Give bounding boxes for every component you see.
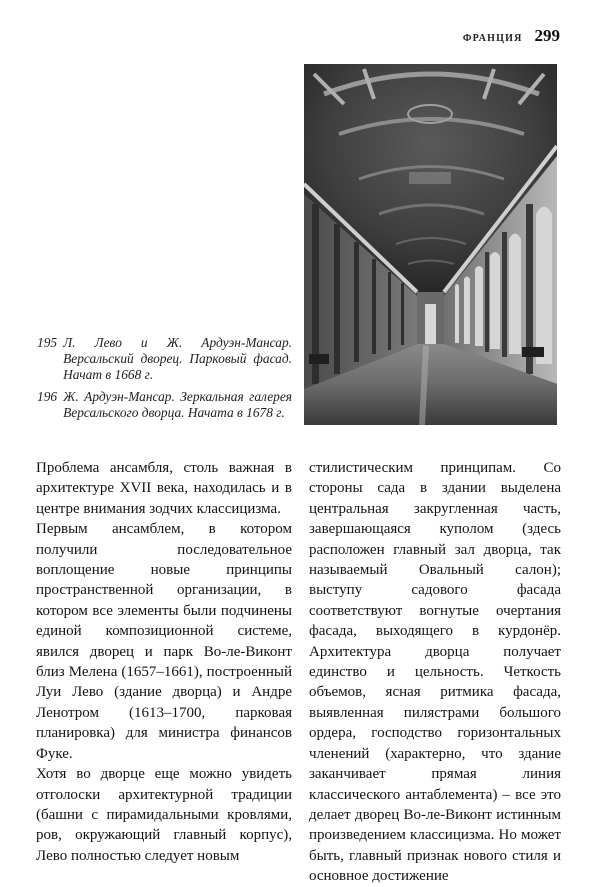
body-column-right <box>309 458 561 887</box>
caption-number: 196 <box>37 389 58 404</box>
hall-of-mirrors-photo <box>304 64 557 425</box>
paragraph: Проблема ансамбля, столь важная в архитектуре XVII века, находилась и в центре внимания зодчих классицизма. <box>36 460 292 517</box>
page-number: 299 <box>534 26 560 45</box>
paragraph: стилистическим принципам. Со стороны сада в здании выделена центральная закругленная часть, завершающаяся куполом (здесь расположен главный зал дворца, так называемый Овальный салон); выступу садового фасада соответствуют вогнутые очертания фасада, выходящего в курдонёр. Архитектура дворца получает единство и цельность. Четкость объемов, ясная ритмика фасада, выявленная пилястрами большого ордера, господство горизонтальных членений (характерно, что здание заканчивает прямая линия классического антаблемента) – все это делает дворец Во-ле-Виконт истинным произведением классицизма. Но может быть, главный признак нового стиля и основное достижение <box>309 460 561 885</box>
caption-195 <box>37 335 292 383</box>
caption-number: 195 <box>37 335 58 350</box>
body-column-left <box>36 458 292 866</box>
photo-image-icon <box>304 64 557 425</box>
paragraph: Хотя во дворце еще можно увидеть отголоски архитектурной традиции (башни с пирамидальными кровлями, ров, окружающий главный корпус), Лево полностью следует новым <box>36 766 292 864</box>
running-head <box>463 26 560 46</box>
caption-text: Л. Лево и Ж. Ардуэн-Мансар. Версальский дворец. Парковый фасад. Начат в 1668 г. <box>63 335 292 382</box>
figure-captions <box>37 335 292 427</box>
caption-196 <box>37 389 292 421</box>
paragraph: Первым ансамблем, в котором получили последовательное воплощение новые принципы пространственной организации, в котором все элементы были подчинены единой композиционной системе, явился дворец и парк Во-ле-Виконт близ Мелена (1657–1661), построенный Луи Лево (здание дворца) и Андре Ленотром (1613–1700, парковая планировка) для министра финансов Фуке. <box>36 521 292 762</box>
running-title: ФРАНЦИЯ <box>462 33 523 44</box>
caption-text: Ж. Ардуэн-Мансар. Зеркальная галерея Версальского дворца. Начата в 1678 г. <box>63 389 292 420</box>
